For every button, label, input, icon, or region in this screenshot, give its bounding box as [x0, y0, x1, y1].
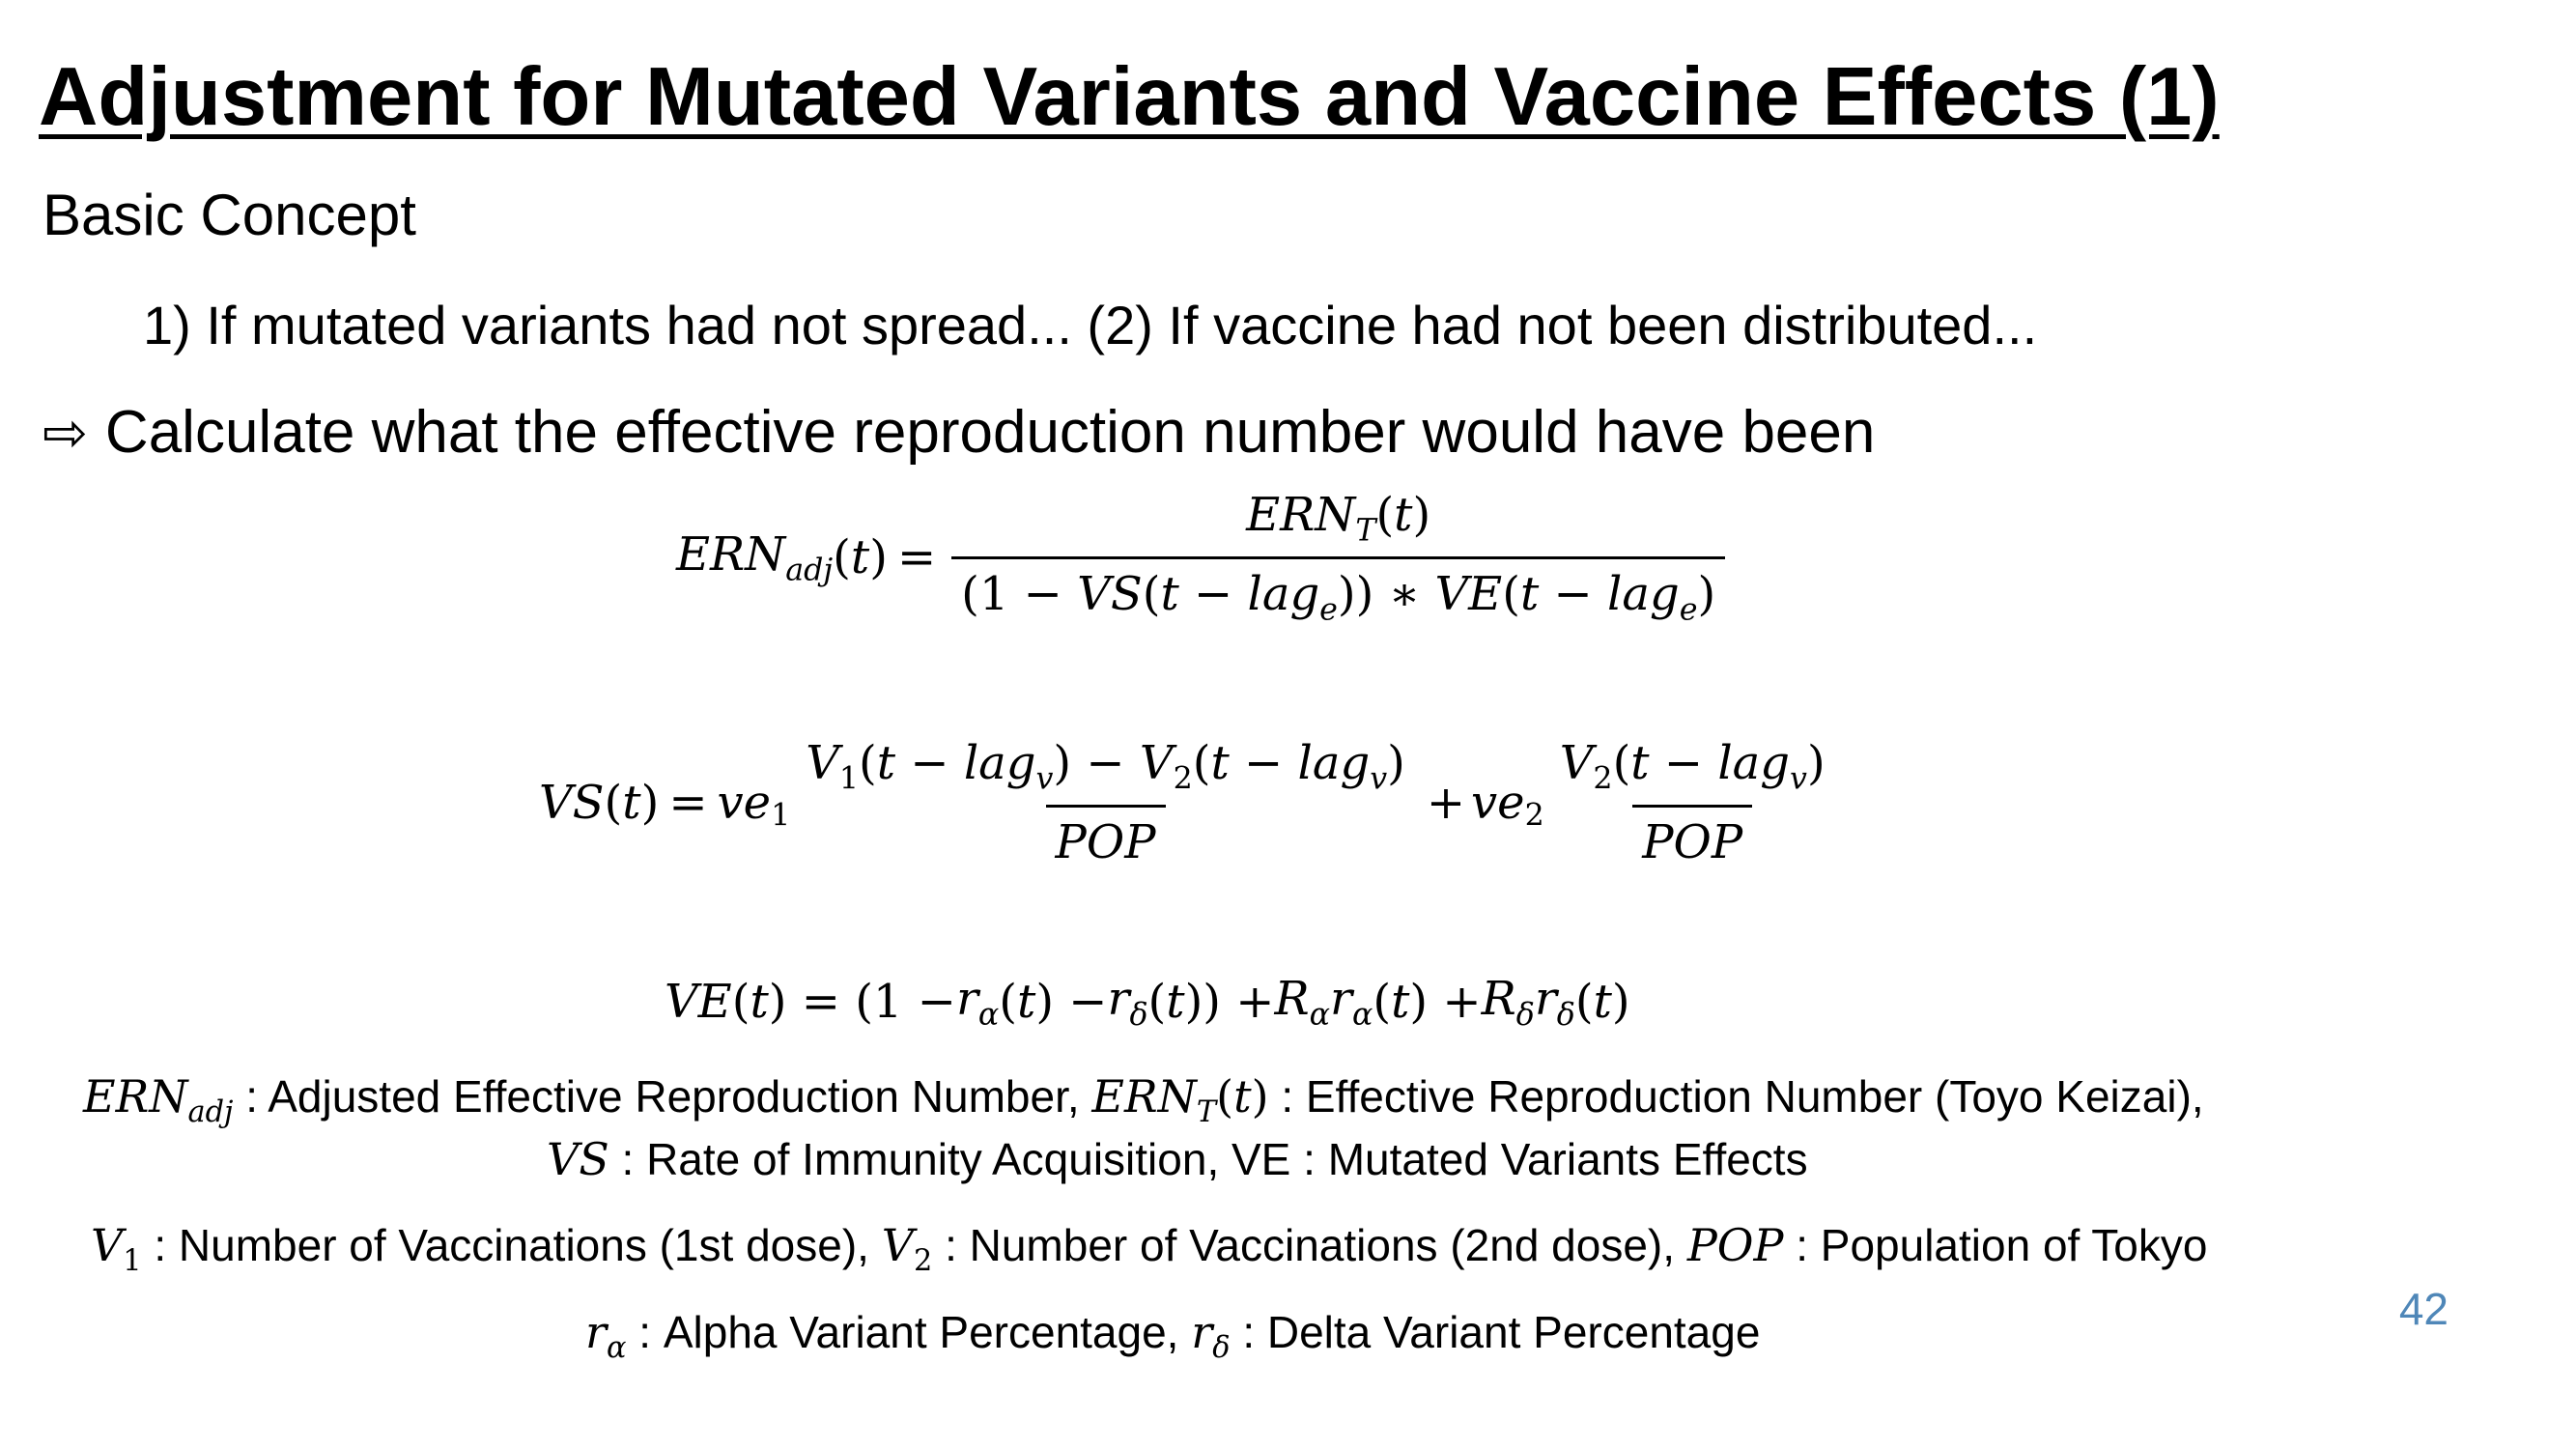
definition-vs: : Rate of Immunity Acquisition, VE : Mutated Variants Effects [621, 1134, 1808, 1184]
definition-line-4: $r_\alpha$ : Alpha Variant Percentage, $r_\delta$ : Delta Variant Percentage [585, 1306, 1761, 1366]
formula-vs: VS ( t ) = ve $_1$ $\frac{V_1(t - lag_v) - V_2(t - lag_v)}{\text{POP}}$ + ve $_2$ $\frac{V_2(t - lag_v)}{\text{POP}}$ [539, 736, 1841, 869]
concept-item-line: 1) If mutated variants had not spread... (2) If vaccine had not been distributed... [143, 295, 2038, 355]
formula-ern-adj: $ERN_{adj}$ ( t ) = $\frac{ERN_T(t)}{(1 - VS(t - lag_e)) ∗ VE(t - lag_e)}$ [676, 488, 1731, 627]
slide-subtitle: Basic Concept [42, 183, 416, 247]
conclusion-text: Calculate what the effective reproduction number would have been [104, 399, 1876, 466]
definition-v2: : Number of Vaccinations (2nd dose), [945, 1220, 1676, 1270]
conclusion-line [42, 398, 1875, 467]
definition-line-1: $ERN_{adj}$ : Adjusted Effective Reproduction Number, $ERN_T(t)$ : Effective Reproduction Number (Toyo Keizai), [83, 1070, 2204, 1130]
formula-ern-adj-fraction: $\frac{ERN_T(t)}{(1 - VS(t - lag_e)) ∗ VE(t - lag_e)}$ [951, 488, 1725, 627]
formula-ve: VE ( t ) = (1 − $r_\alpha$ ( t ) − $r_\delta$ ( t )) + $R_\alpha r_\alpha$ ( t ) + $R_\delta r_\delta$ ( t ) [665, 972, 1630, 1033]
definition-line-2: VS : Rate of Immunity Acquisition, VE : Mutated Variants Effects [547, 1133, 1808, 1185]
definition-r-delta: : Delta Variant Percentage [1242, 1307, 1761, 1357]
definition-pop: : Population of Tokyo [1796, 1220, 2208, 1270]
right-arrow-icon: ⇨ [42, 401, 88, 463]
definition-v1: : Number of Vaccinations (1st dose), [154, 1220, 869, 1270]
slide-title: Adjustment for Mutated Variants and Vaccine Effects (1) [39, 51, 2220, 143]
formula-vs-fraction-2: $\frac{V_2(t - lag_v)}{\text{POP}}$ [1559, 736, 1826, 869]
page-number: 42 [2398, 1284, 2449, 1334]
definition-r-alpha: : Alpha Variant Percentage, [638, 1307, 1179, 1357]
formula-vs-fraction-1: $\frac{V_1(t - lag_v) - V_2(t - lag_v)}{\text{POP}}$ [806, 736, 1405, 869]
definition-ern-t: : Effective Reproduction Number (Toyo Keizai), [1281, 1071, 2204, 1122]
definition-ern-adj: : Adjusted Effective Reproduction Number, [245, 1071, 1080, 1122]
definition-line-3: $V_1$ : Number of Vaccinations (1st dose), $V_2$ : Number of Vaccinations (2nd dose), POP : Population of Tokyo [91, 1219, 2208, 1279]
